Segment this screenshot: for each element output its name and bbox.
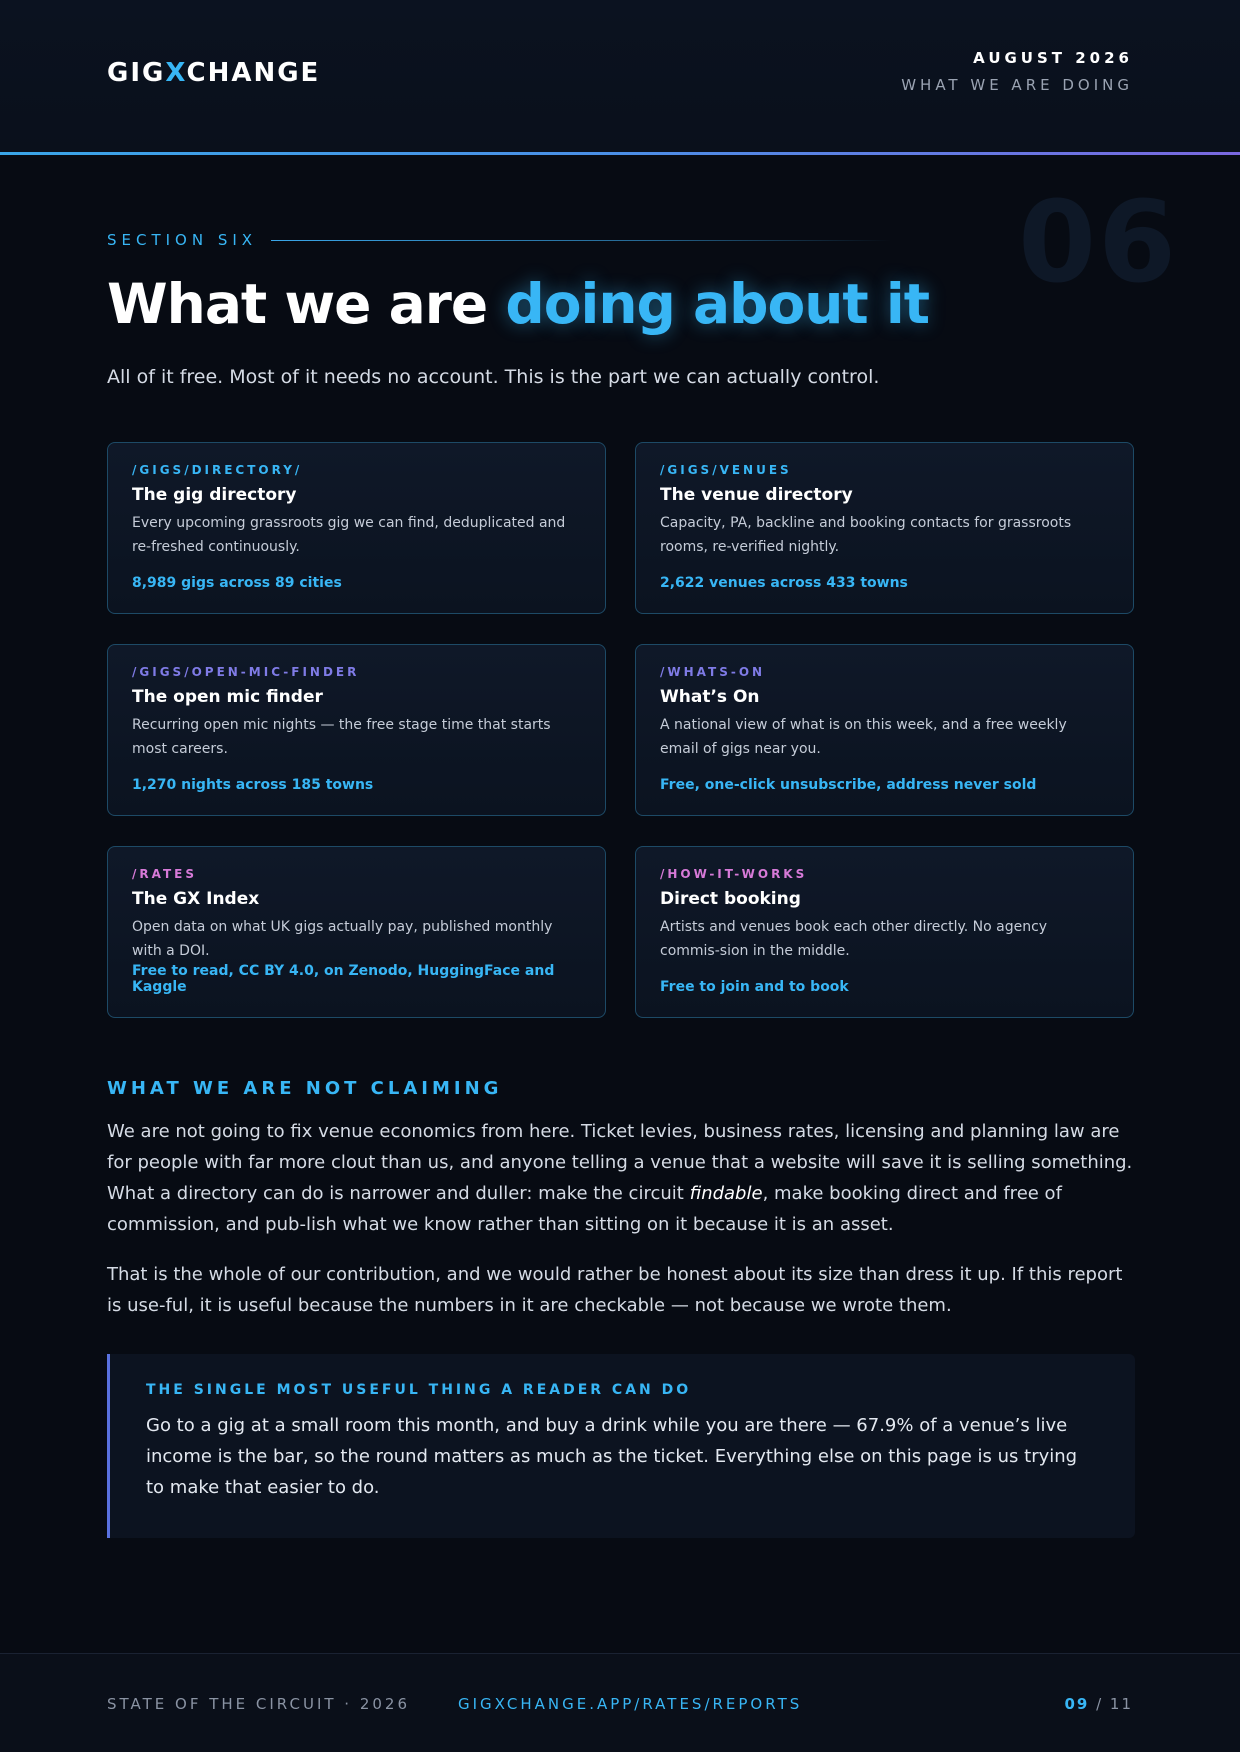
card-title: The venue directory xyxy=(660,485,853,505)
card-description: Artists and venues book each other directly. No agency commis-sion in the middle. xyxy=(660,919,1048,959)
card-gig-directory[interactable] xyxy=(107,442,606,614)
card-path: /GIGS/DIRECTORY/ xyxy=(132,463,303,477)
card-title: The open mic finder xyxy=(132,687,323,707)
card-description: Capacity, PA, backline and booking contacts for grassroots rooms, re-verified nightly. xyxy=(660,515,1072,555)
section-kicker-row xyxy=(107,231,891,249)
card-stat: Free, one-click unsubscribe, address never sold xyxy=(660,777,1037,793)
emphasis-findable: findable xyxy=(689,1183,763,1204)
card-whats-on[interactable] xyxy=(635,644,1134,816)
card-open-mic-finder[interactable] xyxy=(107,644,606,816)
page-number: 09 / 11 xyxy=(1064,1695,1133,1713)
card-stat: 2,622 venues across 433 towns xyxy=(660,575,908,591)
card-description: A national view of what is on this week, and a free weekly email of gigs near you. xyxy=(660,717,1067,757)
card-stat: 8,989 gigs across 89 cities xyxy=(132,575,342,591)
card-description: Every upcoming grassroots gig we can find, deduplicated and re-freshed continuously. xyxy=(132,515,566,555)
callout-text: Go to a gig at a small room this month, and buy a drink while you are there — 67.9% of a venue’s live income is the bar, so the round matters as much as the ticket. Everything else on this page is us trying to make that easier to do. xyxy=(146,1415,1078,1498)
footer-url-link[interactable]: GIGXCHANGE.APP/RATES/REPORTS xyxy=(458,1695,803,1713)
header-subtitle: WHAT WE ARE DOING xyxy=(901,76,1133,94)
card-venue-directory[interactable] xyxy=(635,442,1134,614)
card-path: /HOW-IT-WORKS xyxy=(660,867,808,881)
section-lede: All of it free. Most of it needs no account. This is the part we can actually control. xyxy=(107,366,880,388)
claims-paragraph-1: We are not going to fix venue economics from here. Ticket levies, business rates, licensing and planning law are for people with far more clout than us, and anyone telling a venue that a website will save it is selling something. What a directory can do is narrower and duller: make the circuit findable, make booking direct and free of commission, and pub-lish what we know rather than sitting on it because it is an asset. xyxy=(107,1121,1133,1235)
section-number: 06 xyxy=(1018,178,1178,308)
report-month: AUGUST 2026 xyxy=(973,49,1133,67)
header-meta xyxy=(901,49,1133,94)
card-stat: Free to join and to book xyxy=(660,979,849,995)
card-description: Recurring open mic nights — the free stage time that starts most careers. xyxy=(132,717,551,757)
page-footer xyxy=(0,1653,1240,1752)
card-path: /GIGS/VENUES xyxy=(660,463,792,477)
callout-heading: THE SINGLE MOST USEFUL THING A READER CAN DO xyxy=(146,1382,692,1398)
reader-callout xyxy=(107,1354,1135,1538)
page-title: What we are doing about it xyxy=(107,272,930,336)
card-path: /GIGS/OPEN-MIC-FINDER xyxy=(132,665,360,679)
card-direct-booking[interactable] xyxy=(635,846,1134,1018)
card-description: Open data on what UK gigs actually pay, published monthly with a DOI. xyxy=(132,919,553,959)
card-title: Direct booking xyxy=(660,889,801,909)
footer-report-name: STATE OF THE CIRCUIT · 2026 xyxy=(107,1695,411,1713)
card-gx-index[interactable] xyxy=(107,846,606,1018)
card-stat: Free to read, CC BY 4.0, on Zenodo, HuggingFace and Kaggle xyxy=(132,963,555,995)
kicker-rule xyxy=(271,240,891,241)
card-title: What’s On xyxy=(660,687,760,707)
card-title: The GX Index xyxy=(132,889,260,909)
claims-heading: WHAT WE ARE NOT CLAIMING xyxy=(107,1078,503,1099)
header-divider xyxy=(0,152,1240,155)
gigxchange-logo[interactable]: GIGXCHANGE xyxy=(107,58,321,88)
page-header xyxy=(0,0,1240,152)
card-stat: 1,270 nights across 185 towns xyxy=(132,777,374,793)
card-title: The gig directory xyxy=(132,485,297,505)
card-path: /WHATS-ON xyxy=(660,665,766,679)
section-kicker: SECTION SIX xyxy=(107,231,258,249)
card-path: /RATES xyxy=(132,867,198,881)
claims-paragraph-2: That is the whole of our contribution, and we would rather be honest about its size than dress it up. If this report is use-ful, it is useful because the numbers in it are checkable — not because we wrote them. xyxy=(107,1264,1123,1316)
